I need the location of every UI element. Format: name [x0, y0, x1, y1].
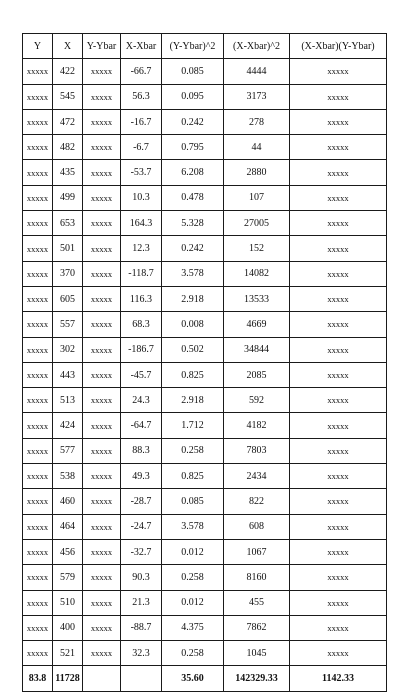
cell-y: xxxxx: [23, 514, 53, 539]
cell-x: 577: [53, 438, 83, 463]
header-y-ybar-squared: (Y-Ybar)^2: [162, 34, 224, 59]
cell-y-ybar-squared: 2.918: [162, 286, 224, 311]
cell-x: 501: [53, 236, 83, 261]
cell-y-ybar-squared: 0.012: [162, 590, 224, 615]
cell-x-xbar: 68.3: [121, 312, 162, 337]
cell-y-ybar-squared: 0.242: [162, 236, 224, 261]
table-row: [23, 388, 387, 413]
table-row: [23, 185, 387, 210]
cell-x: 510: [53, 590, 83, 615]
cell-y: xxxxx: [23, 388, 53, 413]
table-row: [23, 514, 387, 539]
cell-y-ybar: xxxxx: [83, 236, 121, 261]
cell-y-ybar-squared: 0.258: [162, 565, 224, 590]
cell-y-ybar: xxxxx: [83, 135, 121, 160]
cell-y-ybar-squared: 0.095: [162, 84, 224, 109]
cell-cross-product: xxxxx: [290, 539, 387, 564]
table-row: [23, 615, 387, 640]
cell-cross-product: xxxxx: [290, 464, 387, 489]
table-body: [23, 59, 387, 666]
cell-x: 482: [53, 135, 83, 160]
cell-cross-product: xxxxx: [290, 514, 387, 539]
table-row: [23, 641, 387, 666]
cell-cross-product: xxxxx: [290, 388, 387, 413]
cell-x-xbar: -88.7: [121, 615, 162, 640]
cell-cross-product: xxxxx: [290, 261, 387, 286]
cell-y-ybar: xxxxx: [83, 312, 121, 337]
cell-y-ybar-squared: 3.578: [162, 514, 224, 539]
cell-y: xxxxx: [23, 362, 53, 387]
table-row: [23, 135, 387, 160]
cell-x: 464: [53, 514, 83, 539]
cell-x-xbar-squared: 592: [224, 388, 290, 413]
total-y-ybar-squared: 35.60: [162, 666, 224, 691]
cell-x-xbar: 10.3: [121, 185, 162, 210]
table-row: [23, 337, 387, 362]
table-row: [23, 84, 387, 109]
cell-y: xxxxx: [23, 135, 53, 160]
cell-y-ybar-squared: 6.208: [162, 160, 224, 185]
cell-x-xbar-squared: 13533: [224, 286, 290, 311]
cell-y-ybar: xxxxx: [83, 489, 121, 514]
cell-y: xxxxx: [23, 160, 53, 185]
cell-y: xxxxx: [23, 211, 53, 236]
cell-x-xbar: 90.3: [121, 565, 162, 590]
cell-x-xbar: -24.7: [121, 514, 162, 539]
total-x-xbar: [121, 666, 162, 691]
cell-x-xbar: 24.3: [121, 388, 162, 413]
cell-x: 424: [53, 413, 83, 438]
cell-x: 302: [53, 337, 83, 362]
cell-y-ybar: xxxxx: [83, 514, 121, 539]
cell-x-xbar-squared: 8160: [224, 565, 290, 590]
cell-y: xxxxx: [23, 312, 53, 337]
cell-cross-product: xxxxx: [290, 590, 387, 615]
header-y: Y: [23, 34, 53, 59]
cell-y-ybar: xxxxx: [83, 615, 121, 640]
cell-x: 435: [53, 160, 83, 185]
cell-y-ybar-squared: 1.712: [162, 413, 224, 438]
cell-y-ybar: xxxxx: [83, 413, 121, 438]
cell-y-ybar: xxxxx: [83, 84, 121, 109]
cell-x-xbar: -45.7: [121, 362, 162, 387]
cell-y-ybar: xxxxx: [83, 641, 121, 666]
cell-x: 370: [53, 261, 83, 286]
table-row: [23, 211, 387, 236]
totals-row: [23, 666, 387, 691]
cell-x-xbar: 88.3: [121, 438, 162, 463]
cell-cross-product: xxxxx: [290, 312, 387, 337]
cell-x-xbar-squared: 4669: [224, 312, 290, 337]
cell-y: xxxxx: [23, 464, 53, 489]
total-x: 11728: [53, 666, 83, 691]
cell-cross-product: xxxxx: [290, 59, 387, 84]
cell-x-xbar: 56.3: [121, 84, 162, 109]
cell-cross-product: xxxxx: [290, 211, 387, 236]
cell-x-xbar: -66.7: [121, 59, 162, 84]
cell-y-ybar-squared: 0.008: [162, 312, 224, 337]
table-row: [23, 413, 387, 438]
cell-cross-product: xxxxx: [290, 641, 387, 666]
cell-x-xbar-squared: 14082: [224, 261, 290, 286]
cell-cross-product: xxxxx: [290, 565, 387, 590]
table-row: [23, 438, 387, 463]
cell-y-ybar-squared: 0.795: [162, 135, 224, 160]
cell-cross-product: xxxxx: [290, 236, 387, 261]
table-row: [23, 539, 387, 564]
cell-x-xbar: -64.7: [121, 413, 162, 438]
cell-cross-product: xxxxx: [290, 489, 387, 514]
cell-x-xbar-squared: 27005: [224, 211, 290, 236]
cell-x-xbar-squared: 44: [224, 135, 290, 160]
cell-cross-product: xxxxx: [290, 615, 387, 640]
cell-x-xbar-squared: 152: [224, 236, 290, 261]
cell-y: xxxxx: [23, 337, 53, 362]
cell-y-ybar-squared: 0.085: [162, 59, 224, 84]
cell-cross-product: xxxxx: [290, 286, 387, 311]
cell-cross-product: xxxxx: [290, 337, 387, 362]
cell-y: xxxxx: [23, 615, 53, 640]
header-x: X: [53, 34, 83, 59]
cell-cross-product: xxxxx: [290, 160, 387, 185]
cell-x: 400: [53, 615, 83, 640]
cell-x-xbar-squared: 107: [224, 185, 290, 210]
cell-x-xbar-squared: 822: [224, 489, 290, 514]
cell-x-xbar: 49.3: [121, 464, 162, 489]
cell-y-ybar-squared: 0.258: [162, 641, 224, 666]
cell-x: 521: [53, 641, 83, 666]
cell-x-xbar: -32.7: [121, 539, 162, 564]
header-cross-product: (X-Xbar)(Y-Ybar): [290, 34, 387, 59]
cell-y-ybar: xxxxx: [83, 590, 121, 615]
total-cross-product: 1142.33: [290, 666, 387, 691]
cell-x: 499: [53, 185, 83, 210]
cell-y-ybar: xxxxx: [83, 109, 121, 134]
cell-y-ybar: xxxxx: [83, 160, 121, 185]
cell-x: 579: [53, 565, 83, 590]
cell-x-xbar-squared: 2085: [224, 362, 290, 387]
table-row: [23, 160, 387, 185]
header-x-xbar: X-Xbar: [121, 34, 162, 59]
regression-table: [22, 33, 387, 692]
cell-x-xbar-squared: 7803: [224, 438, 290, 463]
cell-x-xbar: 116.3: [121, 286, 162, 311]
cell-x: 472: [53, 109, 83, 134]
cell-x-xbar-squared: 2880: [224, 160, 290, 185]
cell-x-xbar: 12.3: [121, 236, 162, 261]
table-row: [23, 261, 387, 286]
cell-x-xbar: -53.7: [121, 160, 162, 185]
data-table-container: [22, 33, 386, 692]
cell-y: xxxxx: [23, 84, 53, 109]
cell-x-xbar: -118.7: [121, 261, 162, 286]
cell-x-xbar-squared: 7862: [224, 615, 290, 640]
table-row: [23, 464, 387, 489]
cell-y-ybar: xxxxx: [83, 211, 121, 236]
cell-y: xxxxx: [23, 236, 53, 261]
cell-y-ybar-squared: 5.328: [162, 211, 224, 236]
cell-y-ybar: xxxxx: [83, 388, 121, 413]
cell-y-ybar-squared: 0.242: [162, 109, 224, 134]
cell-y-ybar-squared: 0.478: [162, 185, 224, 210]
cell-y-ybar: xxxxx: [83, 539, 121, 564]
cell-y: xxxxx: [23, 109, 53, 134]
cell-x: 456: [53, 539, 83, 564]
cell-y-ybar: xxxxx: [83, 565, 121, 590]
cell-x-xbar-squared: 34844: [224, 337, 290, 362]
cell-y-ybar: xxxxx: [83, 464, 121, 489]
cell-x-xbar: -6.7: [121, 135, 162, 160]
cell-y-ybar-squared: 2.918: [162, 388, 224, 413]
cell-y-ybar-squared: 0.085: [162, 489, 224, 514]
cell-x: 653: [53, 211, 83, 236]
cell-y-ybar: xxxxx: [83, 362, 121, 387]
cell-y: xxxxx: [23, 286, 53, 311]
header-y-ybar: Y-Ybar: [83, 34, 121, 59]
cell-y-ybar: xxxxx: [83, 337, 121, 362]
total-y-ybar: [83, 666, 121, 691]
cell-x: 545: [53, 84, 83, 109]
cell-y: xxxxx: [23, 641, 53, 666]
table-row: [23, 109, 387, 134]
cell-x-xbar-squared: 4182: [224, 413, 290, 438]
total-x-xbar-squared: 142329.33: [224, 666, 290, 691]
cell-y-ybar: xxxxx: [83, 438, 121, 463]
cell-x-xbar-squared: 1045: [224, 641, 290, 666]
cell-y: xxxxx: [23, 261, 53, 286]
header-row: [23, 34, 387, 59]
cell-y-ybar: xxxxx: [83, 59, 121, 84]
total-y: 83.8: [23, 666, 53, 691]
cell-cross-product: xxxxx: [290, 438, 387, 463]
cell-x-xbar: 21.3: [121, 590, 162, 615]
cell-x-xbar-squared: 455: [224, 590, 290, 615]
cell-y-ybar: xxxxx: [83, 261, 121, 286]
cell-x: 605: [53, 286, 83, 311]
cell-y-ybar-squared: 0.258: [162, 438, 224, 463]
table-row: [23, 59, 387, 84]
cell-x: 443: [53, 362, 83, 387]
cell-y: xxxxx: [23, 438, 53, 463]
cell-x-xbar-squared: 2434: [224, 464, 290, 489]
cell-x-xbar: -28.7: [121, 489, 162, 514]
cell-x-xbar-squared: 1067: [224, 539, 290, 564]
cell-x-xbar: -186.7: [121, 337, 162, 362]
cell-x: 557: [53, 312, 83, 337]
cell-cross-product: xxxxx: [290, 362, 387, 387]
cell-y-ybar: xxxxx: [83, 286, 121, 311]
cell-y-ybar-squared: 0.825: [162, 464, 224, 489]
table-row: [23, 590, 387, 615]
cell-y: xxxxx: [23, 539, 53, 564]
table-row: [23, 236, 387, 261]
cell-x: 422: [53, 59, 83, 84]
cell-y: xxxxx: [23, 590, 53, 615]
cell-y: xxxxx: [23, 185, 53, 210]
table-row: [23, 565, 387, 590]
header-x-xbar-squared: (X-Xbar)^2: [224, 34, 290, 59]
cell-y-ybar-squared: 3.578: [162, 261, 224, 286]
cell-y-ybar-squared: 0.502: [162, 337, 224, 362]
cell-y: xxxxx: [23, 489, 53, 514]
cell-y: xxxxx: [23, 59, 53, 84]
cell-y-ybar-squared: 0.825: [162, 362, 224, 387]
table-row: [23, 489, 387, 514]
cell-y-ybar-squared: 4.375: [162, 615, 224, 640]
cell-cross-product: xxxxx: [290, 109, 387, 134]
cell-cross-product: xxxxx: [290, 84, 387, 109]
cell-x-xbar: 32.3: [121, 641, 162, 666]
cell-x: 513: [53, 388, 83, 413]
cell-cross-product: xxxxx: [290, 185, 387, 210]
table-row: [23, 312, 387, 337]
cell-x: 460: [53, 489, 83, 514]
cell-x-xbar: 164.3: [121, 211, 162, 236]
cell-x-xbar: -16.7: [121, 109, 162, 134]
cell-y-ybar-squared: 0.012: [162, 539, 224, 564]
table-row: [23, 286, 387, 311]
cell-x-xbar-squared: 4444: [224, 59, 290, 84]
cell-x-xbar-squared: 278: [224, 109, 290, 134]
cell-x-xbar-squared: 3173: [224, 84, 290, 109]
cell-y-ybar: xxxxx: [83, 185, 121, 210]
cell-cross-product: xxxxx: [290, 413, 387, 438]
cell-cross-product: xxxxx: [290, 135, 387, 160]
cell-y: xxxxx: [23, 565, 53, 590]
cell-x-xbar-squared: 608: [224, 514, 290, 539]
cell-y: xxxxx: [23, 413, 53, 438]
cell-x: 538: [53, 464, 83, 489]
table-row: [23, 362, 387, 387]
